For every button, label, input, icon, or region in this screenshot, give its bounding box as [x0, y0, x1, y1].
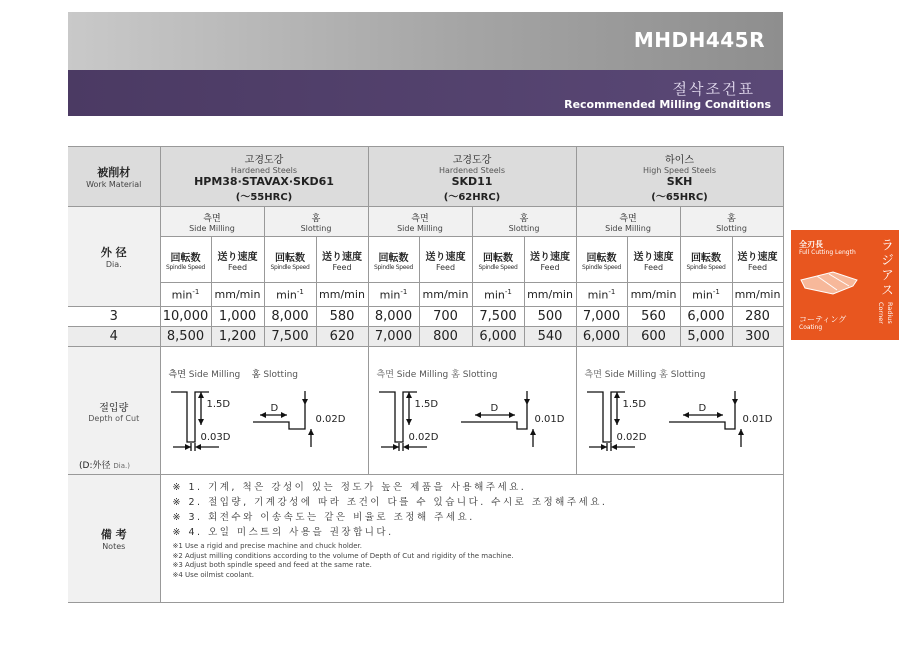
feed-ko: 送り速度 [217, 251, 258, 263]
endmill-icon [797, 266, 867, 306]
side-milling-en: Side Milling [605, 223, 651, 233]
table-cell: 1,200 [211, 327, 264, 347]
radius-vertical-en-1: Corner [877, 302, 885, 324]
unit-feed: mm/min [316, 283, 368, 307]
side-milling-ko: 측면 [619, 213, 637, 224]
unit-speed: $\min^{-1}$ [264, 283, 316, 307]
full-length-en: Full Cutting Length [799, 249, 856, 256]
feed-en: Feed [227, 262, 248, 272]
feed-ko: 送り速度 [737, 251, 778, 263]
spindle-en: Spindle Speed [478, 263, 518, 271]
cut-diagram-svg [369, 347, 574, 473]
material-en: Hardened Steels [230, 165, 298, 175]
material-grade: SKH [666, 174, 693, 188]
table-cell: 500 [524, 307, 576, 327]
slot-d-label: D [698, 403, 707, 414]
unit-row [68, 283, 783, 307]
feed-header [419, 237, 472, 283]
feed-ko: 送り速度 [322, 251, 362, 263]
feed-header [211, 237, 264, 283]
unit-feed: mm/min [211, 283, 264, 307]
material-ko: 하이스 [665, 154, 694, 166]
side-width-label: 0.02D [616, 432, 647, 443]
side-milling-header [160, 207, 264, 237]
table-cell: 7,500 [472, 307, 524, 327]
slot-depth-label: 0.01D [534, 414, 565, 425]
material-ko: 고경도강 [244, 154, 284, 166]
coating-ko: コーティング [799, 315, 847, 324]
cut-diagram-1 [160, 347, 368, 475]
cut-diagram-svg [161, 347, 366, 473]
spindle-ko: 回転数 [378, 252, 409, 264]
cut-label: 측면 Side Milling 홈 Slotting [168, 370, 299, 380]
spindle-en: Spindle Speed [686, 263, 726, 271]
material-3-header [576, 147, 783, 207]
depth-header [68, 347, 160, 475]
notes-header [68, 475, 160, 603]
model-number: MHDH445R [633, 28, 765, 52]
unit-speed: $\min^{-1}$ [576, 283, 627, 307]
material-hardness: (～62HRC) [443, 191, 501, 203]
feed-header [524, 237, 576, 283]
title-korean: 절삭조건표 [672, 80, 755, 98]
table-cell: 8,000 [368, 307, 419, 327]
notes-ko: 備 考 [100, 528, 127, 541]
feed-en: Feed [540, 262, 560, 272]
spindle-header [160, 237, 211, 283]
unit-speed: $\min^{-1}$ [160, 283, 211, 307]
table-cell: 5,000 [680, 327, 732, 347]
full-length-ko: 全刃長 [799, 240, 823, 249]
depth-of-cut-row [68, 347, 783, 475]
unit-feed: mm/min [627, 283, 680, 307]
material-grade: SKD11 [451, 174, 493, 188]
dia-value: 3 [68, 307, 160, 327]
feed-ko: 送り速度 [425, 251, 466, 263]
series-side-tab[interactable] [791, 230, 899, 340]
slotting-header [472, 207, 576, 237]
table-cell: 6,000 [576, 327, 627, 347]
table-cell: 600 [627, 327, 680, 347]
table-cell: 6,000 [472, 327, 524, 347]
dia-ko: 外 径 [100, 246, 127, 259]
slotting-en: Slotting [300, 223, 332, 233]
slotting-ko: 홈 [311, 213, 321, 224]
slotting-ko: 홈 [727, 213, 736, 224]
table-cell: 300 [732, 327, 783, 347]
table-cell: 280 [732, 307, 783, 327]
feed-ko: 送り速度 [530, 251, 570, 263]
note-en-4: ※4 Use oilmist coolant. [172, 570, 254, 579]
radius-vertical-en-2: Radius [886, 302, 894, 324]
unit-feed: mm/min [524, 283, 576, 307]
feed-header [627, 237, 680, 283]
notes-row [68, 475, 783, 603]
note-ko-4: ※ 4. 오일 미스트의 사용을 권장합니다. [172, 527, 394, 538]
slot-depth-label: 0.02D [315, 414, 346, 425]
milling-conditions-table [68, 146, 784, 603]
table-cell: 700 [419, 307, 472, 327]
spindle-ko: 回転数 [170, 252, 201, 264]
table-cell: 540 [524, 327, 576, 347]
dia-header [68, 207, 160, 307]
spindle-header [264, 237, 316, 283]
slotting-header [680, 207, 783, 237]
side-depth-label: 1.5D [622, 399, 647, 410]
cut-label: 측면 Side Milling 홈 Slotting [376, 370, 498, 380]
spindle-ko: 回転数 [483, 252, 513, 264]
slotting-header [264, 207, 368, 237]
notes-content [160, 475, 783, 603]
side-milling-ko: 측면 [203, 213, 221, 224]
spindle-ko: 回転数 [586, 252, 617, 264]
coating-en: Coating [799, 324, 823, 331]
material-grade: HPM38·STAVAX·SKD61 [194, 174, 334, 188]
operation-header-row [68, 207, 783, 237]
table-cell: 8,000 [264, 307, 316, 327]
note-ko-3: ※ 3. 회전수와 이송속도는 같은 비율로 조정해 주세요. [172, 512, 475, 523]
side-milling-ko: 측면 [411, 213, 429, 224]
slot-d-label: D [490, 403, 499, 414]
table-cell: 7,500 [264, 327, 316, 347]
feed-en: Feed [332, 262, 352, 272]
cut-diagram-3 [576, 347, 783, 475]
cut-diagram-svg [577, 347, 782, 473]
note-en-1: ※1 Use a rigid and precise machine and chuck holder. [172, 542, 363, 550]
spindle-en: Spindle Speed [270, 263, 310, 271]
material-hardness: (～65HRC) [651, 191, 708, 203]
table-row [68, 307, 783, 327]
unit-feed: mm/min [732, 283, 783, 307]
dia-note: (D:外径 Dia.) [79, 461, 130, 471]
dia-en: Dia. [105, 260, 122, 269]
spindle-en: Spindle Speed [165, 263, 206, 271]
side-milling-header [576, 207, 680, 237]
table-cell: 7,000 [576, 307, 627, 327]
feed-header [316, 237, 368, 283]
material-2-header [368, 147, 576, 207]
material-ko: 고경도강 [452, 154, 492, 166]
spindle-ko: 回転数 [275, 252, 305, 264]
side-depth-label: 1.5D [414, 399, 439, 410]
material-hardness: (～55HRC) [235, 191, 293, 203]
side-width-label: 0.03D [200, 432, 231, 443]
side-width-label: 0.02D [408, 432, 439, 443]
slotting-en: Slotting [508, 223, 540, 233]
work-material-en: Work Material [86, 180, 142, 189]
unit-speed: $\min^{-1}$ [680, 283, 732, 307]
side-milling-en: Side Milling [397, 223, 443, 233]
spindle-en: Spindle Speed [581, 263, 622, 271]
table-cell: 7,000 [368, 327, 419, 347]
table-cell: 10,000 [160, 307, 211, 327]
slot-d-label: D [270, 403, 279, 414]
material-1-header [160, 147, 368, 207]
material-en: Hardened Steels [438, 165, 506, 175]
material-header-row [68, 147, 783, 207]
header-title-bar [68, 70, 783, 116]
note-ko-1: ※ 1. 기계, 척은 강성이 있는 정도가 높은 제품을 사용해주세요. [172, 482, 527, 493]
unit-feed: mm/min [419, 283, 472, 307]
table-cell: 800 [419, 327, 472, 347]
side-milling-header [368, 207, 472, 237]
side-depth-label: 1.5D [206, 399, 231, 410]
work-material-header [68, 147, 160, 207]
parameter-header-row [68, 237, 783, 283]
spindle-header [368, 237, 419, 283]
side-milling-en: Side Milling [189, 223, 235, 233]
unit-speed: $\min^{-1}$ [368, 283, 419, 307]
table-cell: 8,500 [160, 327, 211, 347]
table-cell: 560 [627, 307, 680, 327]
table-cell: 6,000 [680, 307, 732, 327]
table-cell: 620 [316, 327, 368, 347]
material-en: High Speed Steels [643, 165, 717, 175]
note-ko-2: ※ 2. 절입량, 기계강성에 따라 조건이 다를 수 있습니다. 수시로 조정해주세요. [172, 497, 608, 508]
spindle-ko: 回転数 [691, 252, 722, 264]
feed-en: Feed [435, 262, 456, 272]
cut-label: 측면 Side Milling 홈 Slotting [584, 370, 706, 380]
depth-ko: 절입량 [99, 402, 129, 414]
table-row [68, 327, 783, 347]
feed-header [732, 237, 783, 283]
cut-diagram-2 [368, 347, 576, 475]
spindle-en: Spindle Speed [373, 263, 414, 271]
slot-depth-label: 0.01D [742, 414, 773, 425]
radius-vertical-ko: ラジアス [878, 238, 893, 298]
depth-en: Depth of Cut [88, 413, 140, 423]
dia-value: 4 [68, 327, 160, 347]
title-english: Recommended Milling Conditions [564, 98, 771, 111]
header-gray-bar [68, 12, 783, 70]
unit-speed: $\min^{-1}$ [472, 283, 524, 307]
note-en-3: ※3 Adjust both spindle speed and feed at the same rate. [172, 561, 372, 569]
spindle-header [680, 237, 732, 283]
feed-en: Feed [747, 262, 768, 272]
spindle-header [576, 237, 627, 283]
feed-ko: 送り速度 [633, 251, 674, 263]
notes-en: Notes [102, 542, 126, 551]
spindle-header [472, 237, 524, 283]
note-en-2: ※2 Adjust milling conditions according to the volume of Depth of Cut and rigidity of the machine. [172, 551, 514, 560]
slotting-en: Slotting [716, 223, 747, 233]
table-cell: 580 [316, 307, 368, 327]
table-cell: 1,000 [211, 307, 264, 327]
feed-en: Feed [643, 262, 664, 272]
slotting-ko: 홈 [519, 213, 529, 224]
work-material-ko: 被削材 [97, 166, 131, 179]
